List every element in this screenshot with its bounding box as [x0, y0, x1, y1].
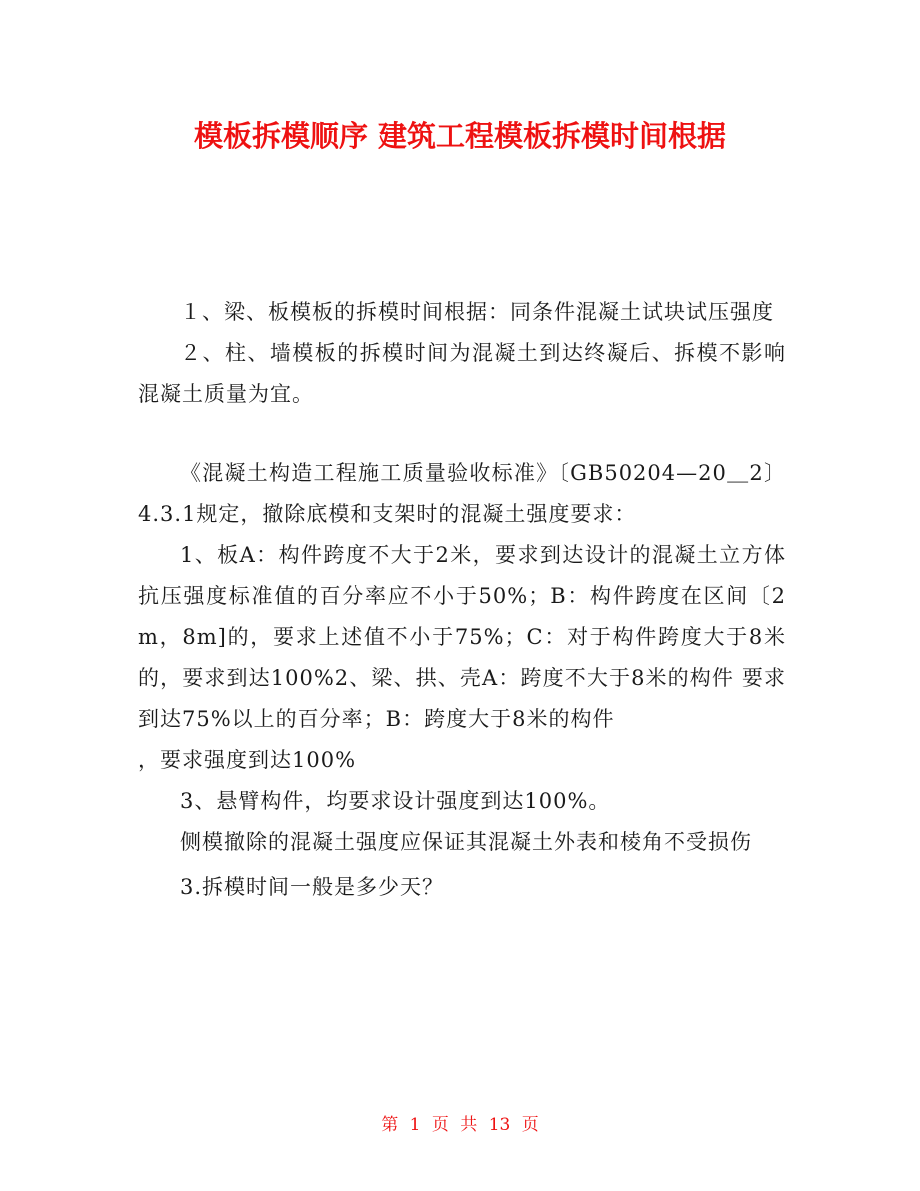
paragraph-beam-slab-formwork: １、梁、板模板的拆模时间根据：同条件混凝土试块试压强度	[180, 300, 774, 324]
paragraph-cantilever: 3、悬臂构件，均要求设计强度到达100%。	[180, 789, 611, 813]
page-footer: 第 1 页 共 13 页	[381, 1115, 539, 1135]
paragraph-slab-beam-requirements: 1、板A：构件跨度不大于2米，要求到达设计的混凝土立方体抗压强度标准值的百分率应不小于50%；B：构件跨度在区间〔2m，8m]的，要求上述值不小于75%；C：对于构件跨度大于8米的，要求到达100%2、梁、拱、壳A：跨度不大于8米的构件 要求到达75%以上的百分率；B：跨度大于8米的构件	[138, 543, 786, 731]
paragraph-side-formwork: 侧模撤除的混凝土强度应保证其混凝土外表和棱角不受损伤	[180, 830, 752, 854]
paragraph-beam-strength-continued: ，要求强度到达100%	[138, 748, 357, 772]
document-body	[138, 292, 786, 908]
paragraph-question: 3.拆模时间一般是多少天？	[180, 875, 445, 899]
document-title: 模板拆模顺序 建筑工程模板拆模时间根据	[193, 119, 727, 153]
paragraph-standard-reference: 《混凝土构造工程施工质量验收标准》〔GB50204—20＿2〕4.3.1规定，撤除底模和支架时的混凝土强度要求：	[138, 461, 786, 526]
paragraph-column-wall-formwork: ２、柱、墙模板的拆模时间为混凝土到达终凝后、拆模不影响混凝土质量为宜。	[138, 341, 786, 406]
paragraph-gap	[138, 415, 786, 453]
